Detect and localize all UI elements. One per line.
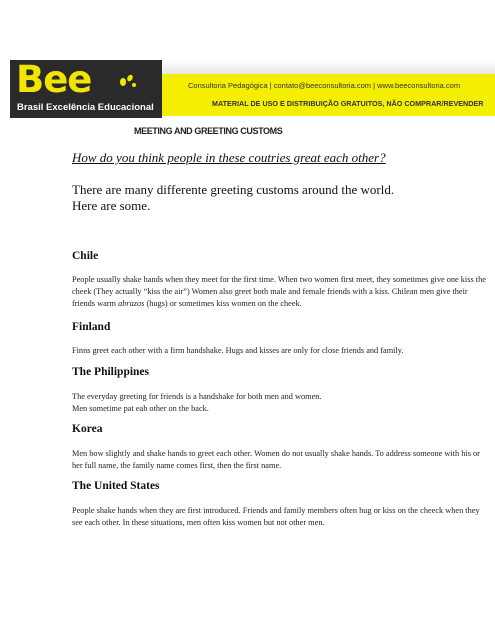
section-body-united-states: People shake hands when they are first introduced. Friends and family members often hug or kiss on the cheeck when they see each other. In these situations, men often kiss women but not other men.: [72, 506, 480, 527]
section-body-chile: People usually shake hands when they meet for the first time. When two women first meet, they sometimes give one kiss the cheek (They actually “kiss the air”) Women also greet both male and female friends with a kiss. Chilean men give their friends warm abrazos (hugs) or sometimes kiss women on the cheek.: [72, 275, 486, 308]
section-body-finland: Finns greet each other with a firm handshake. Hugs and kisses are only for close friends and family.: [72, 346, 404, 355]
intro-paragraph: [72, 182, 472, 214]
section-heading-united-states: The United States: [72, 480, 160, 492]
intro-line-1: There are many differente greeting customs around the world.: [72, 182, 395, 197]
contact-line: Consultoria Pedagógica | contato@beeconsultoria.com | www.beeconsultoria.com: [188, 81, 461, 90]
logo-text: Bee: [16, 58, 92, 101]
bee-logo: [10, 60, 162, 118]
section-heading-finland: Finland: [72, 321, 111, 333]
question-prompt: How do you think people in these coutries great each other?: [72, 150, 386, 165]
document-title: MEETING AND GREETING CUSTOMS: [134, 126, 283, 136]
banner-yellow-band: [162, 74, 495, 116]
intro-line-2: Here are some.: [72, 198, 151, 213]
section-heading-philippines: The Philippines: [72, 366, 150, 378]
logo-subtitle: Brasil Excelência Educacional: [17, 102, 154, 113]
section-body-philippines: The everyday greeting for friends is a handshake for both men and women. Men sometime pat eah other on the back.: [72, 392, 322, 413]
section-heading-chile: Chile: [72, 250, 99, 262]
header-banner: [10, 60, 495, 118]
bee-icon: [116, 72, 138, 90]
section-heading-korea: Korea: [72, 423, 103, 435]
banner-top-strip: [162, 60, 495, 74]
section-body-korea: Men bow slightly and shake hands to greet each other. Women do not usually shake hands. To address someone with his or her full name, the family name comes first, then the first name.: [72, 449, 480, 470]
notice-line: MATERIAL DE USO E DISTRIBUIÇÃO GRATUITOS, NÃO COMPRAR/REVENDER: [212, 99, 484, 108]
